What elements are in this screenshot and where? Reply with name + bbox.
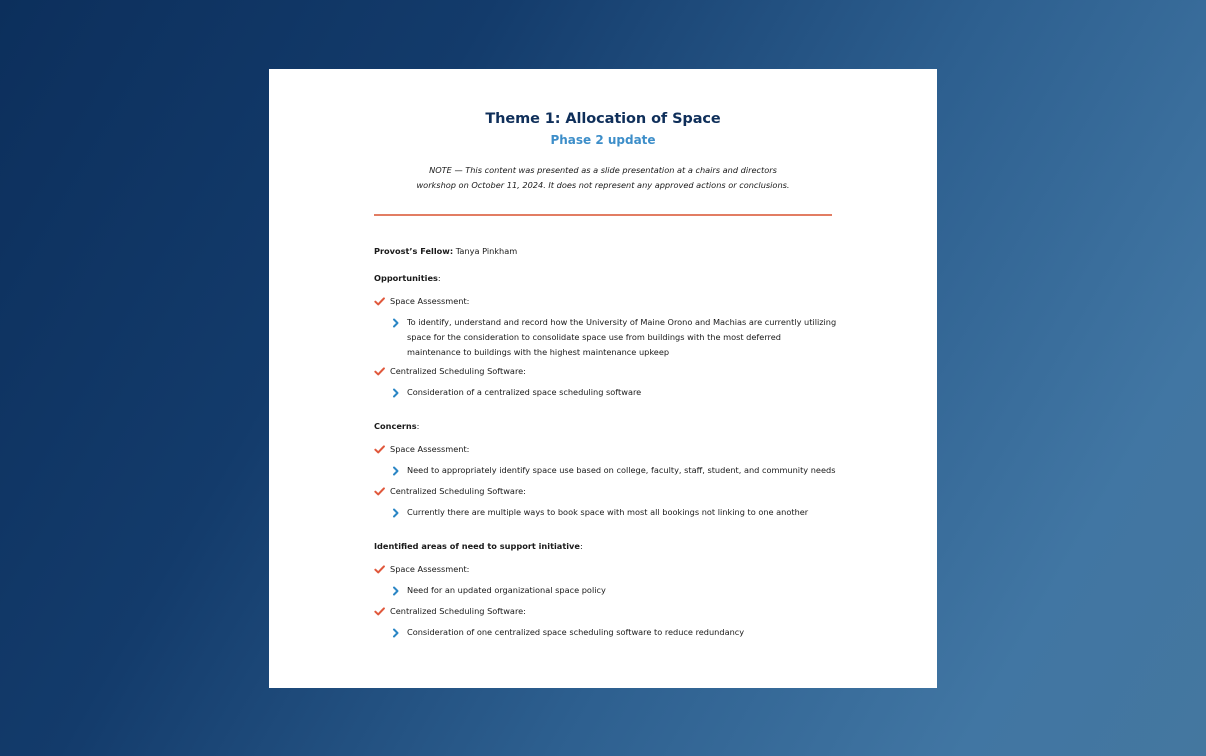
list-item-detail: To identify, understand and record how the University of Maine Orono and Machias are currently utilizing space for the consideration to consolidate space use from buildings with the most deferred maintenance to buildings with the highest maintenance upkeep <box>407 317 837 357</box>
check-icon <box>374 444 385 455</box>
section-heading <box>374 541 583 551</box>
colon: : <box>579 541 583 551</box>
document-page <box>269 69 937 688</box>
divider <box>374 214 832 216</box>
chevron-right-icon <box>392 388 400 398</box>
chevron-right-icon <box>392 318 400 328</box>
check-icon <box>374 296 385 307</box>
list-item-label: Space Assessment: <box>390 444 470 454</box>
disclaimer-note <box>269 163 937 193</box>
colon: : <box>437 273 441 283</box>
section-heading-text: Concerns <box>374 421 417 431</box>
section-heading-text: Identified areas of need to support initiative <box>374 541 580 551</box>
check-icon <box>374 606 385 617</box>
list-item-label: Space Assessment: <box>390 296 470 306</box>
list-item-label: Space Assessment: <box>390 564 470 574</box>
colon: : <box>416 421 420 431</box>
note-line: NOTE — This content was presented as a slide presentation at a chairs and directors <box>429 165 777 175</box>
note-line: workshop on October 11, 2024. It does not represent any approved actions or conclusions. <box>416 180 790 190</box>
list-item-label: Centralized Scheduling Software: <box>390 486 526 496</box>
list-item-detail: Consideration of a centralized space scheduling software <box>407 387 642 397</box>
list-item-detail: Consideration of one centralized space scheduling software to reduce redundancy <box>407 627 745 637</box>
chevron-right-icon <box>392 586 400 596</box>
fellow-name: Tanya Pinkham <box>455 246 518 256</box>
list-item-label: Centralized Scheduling Software: <box>390 366 526 376</box>
chevron-right-icon <box>392 466 400 476</box>
fellow-label: Provost’s Fellow: <box>374 246 454 256</box>
list-item-detail: Currently there are multiple ways to book space with most all bookings not linking to one another <box>407 507 809 517</box>
section-heading <box>374 421 419 431</box>
page-subtitle: Phase 2 update <box>550 133 656 147</box>
list-item-detail: Need to appropriately identify space use based on college, faculty, staff, student, and community needs <box>407 465 836 475</box>
check-icon <box>374 564 385 575</box>
page-title: Theme 1: Allocation of Space <box>485 111 721 127</box>
section-heading-text: Opportunities <box>374 273 438 283</box>
list-item-label: Centralized Scheduling Software: <box>390 606 526 616</box>
list-item-detail: Need for an updated organizational space policy <box>407 585 606 595</box>
check-icon <box>374 366 385 377</box>
chevron-right-icon <box>392 508 400 518</box>
check-icon <box>374 486 385 497</box>
chevron-right-icon <box>392 628 400 638</box>
provost-fellow <box>374 246 517 256</box>
section-heading <box>374 273 441 283</box>
